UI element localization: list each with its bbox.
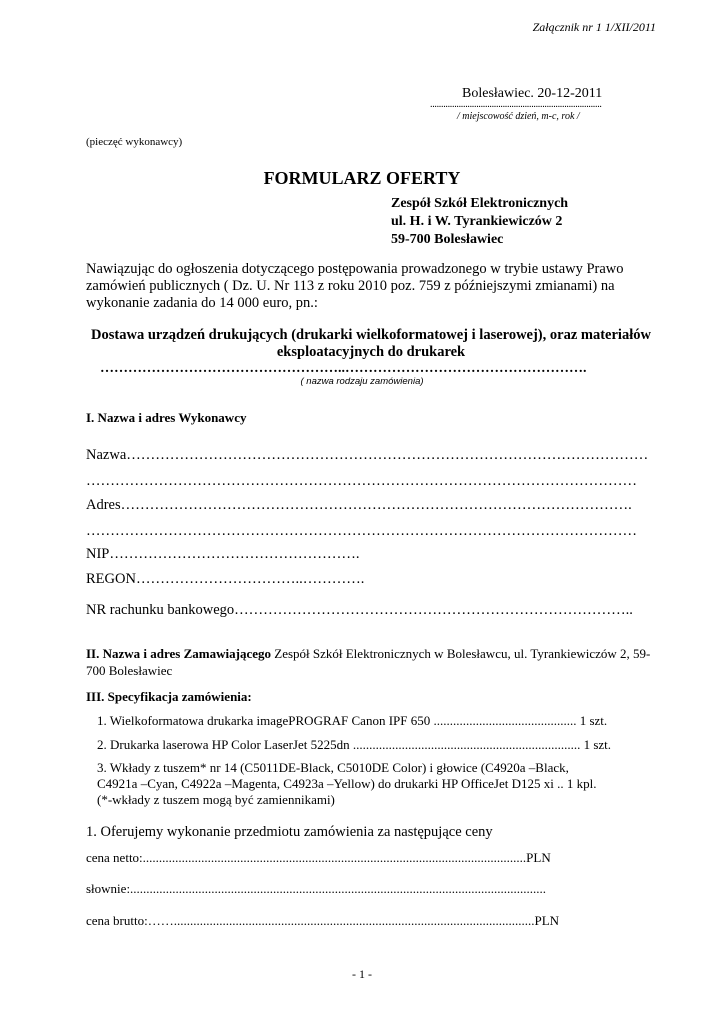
spec-item-3-note: (*-wkłady z tuszem mogą być zamiennikami): [97, 792, 335, 807]
bank-account-field[interactable]: NR rachunku bankowego………………………………………………………………………..: [86, 602, 633, 618]
contractor-address-continuation[interactable]: ……………………………………………………………………………………………………: [86, 523, 637, 539]
section-2-ordering-party: [86, 645, 656, 679]
place-date-caption: / miejscowość dzień, m-c, rok /: [457, 111, 580, 122]
contractor-address-field[interactable]: Adres…………………………………………………………………………………………….: [86, 497, 632, 513]
page-number: - 1 -: [352, 967, 372, 981]
contractor-stamp-label: (pieczęć wykonawcy): [86, 136, 183, 148]
spec-item-3-line-1: 3. Wkłady z tuszem* nr 14 (C5011DE-Black, C5010DE Color) i głowice (C4920a –Black,: [97, 760, 569, 775]
offer-heading: 1. Oferujemy wykonanie przedmiotu zamówienia za następujące ceny: [86, 824, 493, 840]
page-title: FORMULARZ OFERTY: [263, 168, 461, 188]
spec-item-2: 2. Drukarka laserowa HP Color LaserJet 5225dn ...................................................................... 1 szt.: [97, 737, 612, 752]
regon-field[interactable]: REGON……………………………..………….: [86, 571, 365, 587]
price-in-words-field[interactable]: słownie:................................................................................................................................: [86, 881, 547, 896]
intro-paragraph: Nawiązując do ogłoszenia dotyczącego postępowania prowadzonego w trybie ustawy Prawo zamówień publicznych ( Dz. U. Nr 113 z roku 2010 poz. 759 z późniejszymi zmianami) na wykonanie zadania do 14 000 euro, pn.:: [86, 261, 624, 311]
contractor-name-field[interactable]: Nazwa………………………………………………………………………………………………: [86, 447, 649, 463]
section-2-text: Zespół Szkół Elektronicznych w Bolesławcu, ul. Tyrankiewiczów 2, 59-700 Bolesławiec: [86, 646, 651, 678]
order-subject-dotted-line: ……………………………………………..…………………………………………….: [100, 361, 587, 376]
spec-item-3: [97, 760, 596, 808]
recipient-line-3: 59-700 Bolesławiec: [391, 232, 504, 247]
recipient-line-2: ul. H. i W. Tyrankiewiczów 2: [391, 214, 563, 229]
place-date: Bolesławiec. 20-12-2011: [462, 86, 603, 101]
order-subject: Dostawa urządzeń drukujących (drukarki wielkoformatowej i laserowej), oraz materiałów eksploatacyjnych do drukarek: [91, 327, 651, 360]
nip-field[interactable]: NIP…………………………………………….: [86, 546, 360, 562]
spec-item-1: 1. Wielkoformatowa drukarka imagePROGRAF Canon IPF 650 ............................................ 1 szt.: [97, 713, 608, 728]
attachment-number: Załącznik nr 1 1/XII/2011: [532, 20, 656, 34]
net-price-field[interactable]: cena netto:......................................................................................................................PLN: [86, 850, 551, 865]
section-2-heading: II. Nazwa i adres Zamawiającego: [86, 646, 271, 661]
recipient-address: [391, 195, 568, 249]
section-3-heading: III. Specyfikacja zamówienia:: [86, 689, 252, 704]
place-date-dotted-line: ..............................................................................: [430, 99, 602, 110]
section-1-heading: I. Nazwa i adres Wykonawcy: [86, 410, 247, 425]
spec-item-3-line-2: C4921a –Cyan, C4922a –Magenta, C4923a –Yellow) do drukarki HP OfficeJet D125 xi .. 1 kpl.: [97, 776, 597, 791]
gross-price-field[interactable]: cena brutto:……...............................................................................................................PLN: [86, 913, 560, 928]
recipient-line-1: Zespół Szkół Elektronicznych: [391, 196, 569, 211]
order-subject-caption: ( nazwa rodzaju zamówienia): [300, 376, 424, 387]
contractor-name-continuation[interactable]: ……………………………………………………………………………………………………: [86, 473, 637, 489]
